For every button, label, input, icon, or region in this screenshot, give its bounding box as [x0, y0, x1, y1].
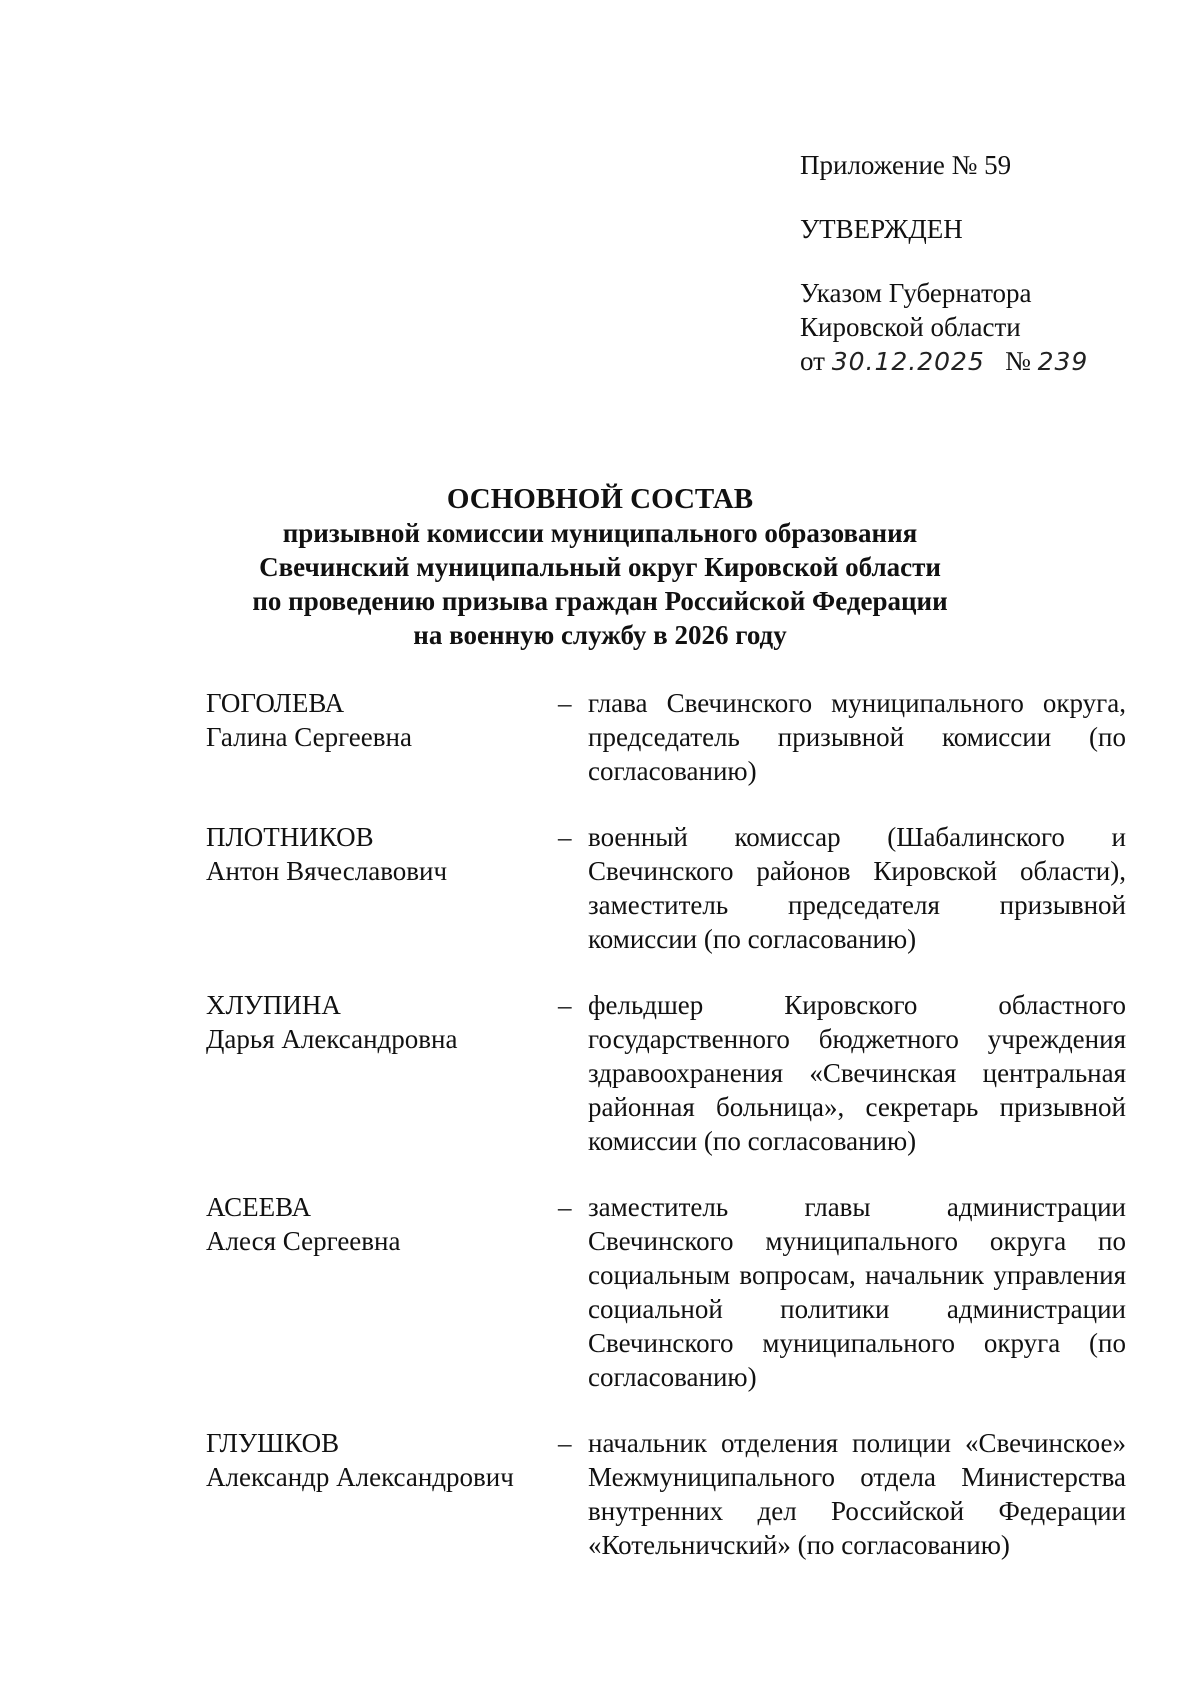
member-role: начальник отделения полиции «Свечинское» Межмуниципального отдела Министерства внутренних дел Российской Федерации «Котельничский» (по согласованию) — [588, 1428, 1126, 1560]
appendix-number: Приложение № 59 — [800, 150, 1012, 180]
title-line-5: на военную службу в 2026 году — [413, 620, 787, 650]
title-line-4: по проведению призыва граждан Российской Федерации — [252, 586, 948, 616]
decree-line-2: Кировской области — [800, 312, 1021, 342]
member-entry — [206, 820, 1126, 956]
decree-line-1: Указом Губернатора — [800, 278, 1032, 308]
title-main: ОСНОВНОЙ СОСТАВ — [446, 483, 754, 515]
member-entry — [206, 1190, 1126, 1394]
number-prefix: № — [1005, 346, 1031, 376]
member-name — [206, 1190, 558, 1394]
member-role: заместитель главы администрации Свечинского муниципального округа по социальным вопросам, начальник управления социальной политики администрации Свечинского муниципального округа (по согласованию) — [588, 1192, 1126, 1392]
member-role: военный комиссар (Шабалинского и Свечинского районов Кировской области), заместитель председателя призывной комиссии (по согласованию) — [588, 822, 1126, 954]
members-list — [206, 686, 1126, 1594]
member-name — [206, 686, 558, 788]
handwritten-number: 239 — [1037, 347, 1089, 376]
member-entry — [206, 988, 1126, 1158]
member-dash: – — [558, 688, 572, 718]
member-given-names: Галина Сергеевна — [206, 722, 412, 752]
member-surname: ГЛУШКОВ — [206, 1428, 340, 1458]
member-given-names: Александр Александрович — [206, 1462, 514, 1492]
member-role: фельдшер Кировского областного государственного бюджетного учреждения здравоохранения «Свечинская центральная районная больница», секретарь призывной комиссии (по согласованию) — [588, 990, 1126, 1156]
member-name — [206, 1426, 558, 1562]
approval-block — [800, 148, 1160, 379]
member-surname: ГОГОЛЕВА — [206, 688, 345, 718]
member-given-names: Антон Вячеславович — [206, 856, 448, 886]
member-dash: – — [558, 1428, 572, 1458]
member-dash: – — [558, 990, 572, 1020]
member-entry — [206, 686, 1126, 788]
member-surname: ПЛОТНИКОВ — [206, 822, 374, 852]
approved-label: УТВЕРЖДЕН — [800, 214, 963, 244]
date-prefix: от — [800, 346, 825, 376]
member-given-names: Алеся Сергеевна — [206, 1226, 401, 1256]
decree-date-line — [800, 344, 1160, 379]
member-dash: – — [558, 1192, 572, 1222]
title-line-2: призывной комиссии муниципального образования — [282, 518, 918, 548]
title-line-3: Свечинский муниципальный округ Кировской области — [259, 552, 941, 582]
member-name — [206, 988, 558, 1158]
member-given-names: Дарья Александровна — [206, 1024, 458, 1054]
member-role: глава Свечинского муниципального округа, председатель призывной комиссии (по согласованию) — [588, 688, 1126, 786]
document-title — [120, 482, 1080, 652]
member-entry — [206, 1426, 1126, 1562]
member-surname: АСЕЕВА — [206, 1192, 311, 1222]
handwritten-date: 30.12.2025 — [831, 347, 985, 376]
member-dash: – — [558, 822, 572, 852]
member-surname: ХЛУПИНА — [206, 990, 341, 1020]
member-name — [206, 820, 558, 956]
